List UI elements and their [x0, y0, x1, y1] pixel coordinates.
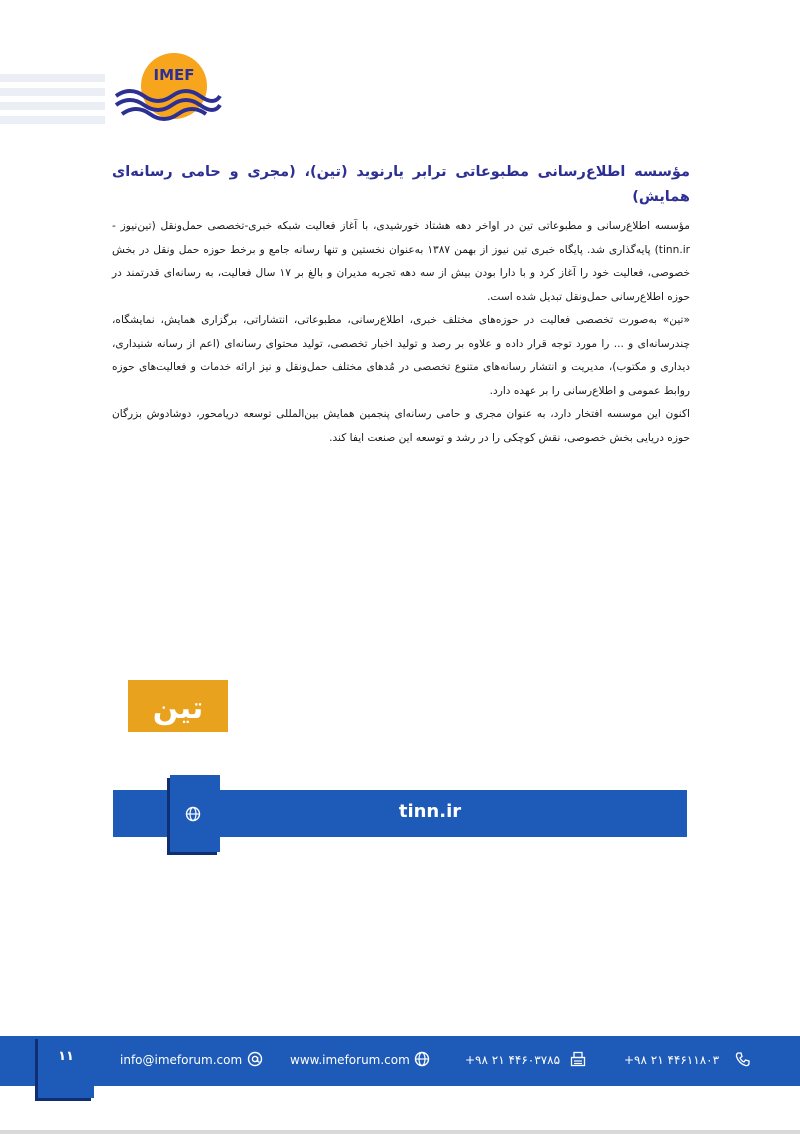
logo-text: IMEF [153, 66, 195, 84]
article-title: مؤسسه اطلاع‌رسانی مطبوعاتی ترابر یارنوید (تین)، (مجری و حامی رسانه‌ای همایش) [112, 164, 690, 205]
website-url[interactable]: tinn.ir [398, 801, 462, 822]
footer-email[interactable]: info@imeforum.com [120, 1053, 243, 1067]
globe-icon [414, 1051, 430, 1067]
tinn-logo-text: تین [152, 691, 204, 726]
footer-fax: +۹۸ ۲۱ ۴۴۶۰۳۷۸۵ [465, 1053, 561, 1067]
footer-website[interactable]: www.imeforum.com [290, 1053, 410, 1067]
page-number-tab [38, 1036, 94, 1098]
globe-icon [185, 806, 201, 822]
page-number: ۱۱ [58, 1049, 74, 1064]
paragraph: اکنون این موسسه افتخار دارد، به عنوان مجری و حامی رسانه‌ای پنجمین همایش بین‌المللی توسعه دریامحور، دوشادوش بزرگان حوزه دریایی بخش خصوصی، نقش کوچکی را در رشد و توسعه این صنعت ایفا کند. [112, 408, 690, 444]
at-icon [247, 1051, 263, 1067]
paragraph: مؤسسه اطلاع‌رسانی و مطبوعاتی تین در اواخر دهه هشتاد خورشیدی، با آغاز فعالیت شبکه خبری-تخصصی حمل‌ونقل (تین‌نیوز - tinn.ir) پایه‌گذاری شد. پایگاه خبری تین نیوز از بهمن ۱۳۸۷ به‌عنوان نخستین و تنها رسانه جامع و برخط حوزه حمل ونقل در بخش خصوصی، فعالیت خود را آغاز کرد و با دارا بودن بیش از سه دهه تجربه مدیران و بالغ بر ۱۷ سال فعالیت، به رسانه‌ای قدرتمند در حوزه اطلاع‌رسانی حمل‌ونقل تبدیل شده است. [112, 220, 690, 303]
tinn-logo [128, 680, 228, 732]
fax-icon [570, 1051, 586, 1067]
phone-icon [735, 1051, 751, 1067]
article-body [112, 215, 690, 450]
decorative-stripes [0, 74, 105, 130]
bottom-divider [0, 1130, 800, 1134]
imef-logo [112, 48, 222, 128]
paragraph: «تین» به‌صورت تخصصی فعالیت در حوزه‌های مختلف خبری، اطلاع‌رسانی، مطبوعاتی، انتشاراتی، برگزاری همایش، نمایشگاه، چندرسانه‌ای و ... را مورد توجه قرار داده و علاوه بر رصد و تولید اخبار تخصصی، تولید محتوای رسانه‌ای (اعم از رسانه شنیداری، دیداری و مکتوب)، مدیریت و انتشار رسانه‌های متنوع تخصصی در مُدهای مختلف حمل‌ونقل و نیز ارائه خدمات و فعالیت‌های حوزه روابط عمومی و اطلاع‌رسانی را بر عهده دارد. [112, 314, 690, 397]
footer-phone: +۹۸ ۲۱ ۴۴۶۱۱۸۰۳ [624, 1053, 720, 1067]
